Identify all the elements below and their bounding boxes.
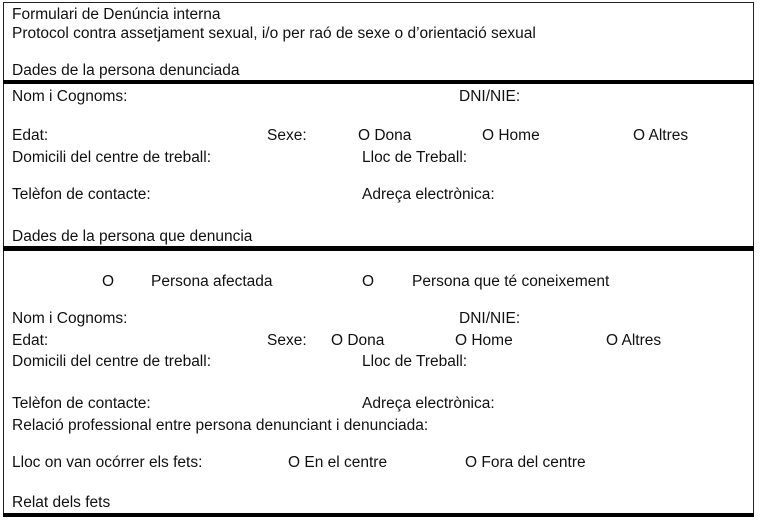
location-option-outside-centre[interactable]: O Fora del centre bbox=[465, 454, 586, 471]
denounced-phone-label[interactable]: Telèfon de contacte: bbox=[12, 186, 151, 203]
complainant-sex-option-altres[interactable]: O Altres bbox=[606, 332, 662, 349]
form-subtitle: Protocol contra assetjament sexual, i/o per raó de sexe o d’orientació sexual bbox=[12, 25, 536, 42]
complainant-email-label[interactable]: Adreça electrònica: bbox=[362, 395, 495, 412]
complainant-section-title: Dades de la persona que denuncia bbox=[12, 228, 253, 245]
denounced-section-title: Dades de la persona denunciada bbox=[12, 62, 240, 79]
section-divider bbox=[3, 80, 754, 84]
complainant-sex-option-dona[interactable]: O Dona bbox=[331, 332, 385, 349]
location-option-in-centre[interactable]: O En el centre bbox=[288, 454, 388, 471]
section-divider bbox=[3, 246, 754, 251]
complainant-relation-label[interactable]: Relació professional entre persona denunciant i denunciada: bbox=[12, 417, 429, 434]
complainant-age-label[interactable]: Edat: bbox=[12, 332, 49, 349]
complainant-workplace-label[interactable]: Lloc de Treball: bbox=[362, 353, 468, 370]
complainant-workplace-address-label[interactable]: Domicili del centre de treball: bbox=[12, 353, 212, 370]
complainant-name-label[interactable]: Nom i Cognoms: bbox=[12, 310, 128, 327]
denounced-workplace-address-label[interactable]: Domicili del centre de treball: bbox=[12, 149, 212, 166]
account-label[interactable]: Relat dels fets bbox=[12, 494, 111, 511]
complainant-sex-option-home[interactable]: O Home bbox=[455, 332, 513, 349]
complainant-phone-label[interactable]: Telèfon de contacte: bbox=[12, 395, 151, 412]
complainant-type-radio-affected[interactable]: O bbox=[102, 273, 115, 290]
denounced-workplace-label[interactable]: Lloc de Treball: bbox=[362, 149, 468, 166]
complainant-type-option-affected: Persona afectada bbox=[151, 273, 273, 290]
denounced-email-label[interactable]: Adreça electrònica: bbox=[362, 186, 495, 203]
denounced-name-label[interactable]: Nom i Cognoms: bbox=[12, 88, 128, 105]
form-title: Formulari de Denúncia interna bbox=[12, 6, 221, 23]
denounced-sex-option-home[interactable]: O Home bbox=[482, 127, 540, 144]
denounced-age-label[interactable]: Edat: bbox=[12, 127, 49, 144]
denounced-dni-label[interactable]: DNI/NIE: bbox=[459, 88, 521, 105]
complainant-dni-label[interactable]: DNI/NIE: bbox=[459, 310, 521, 327]
denounced-sex-label: Sexe: bbox=[267, 127, 307, 144]
denounced-sex-option-dona[interactable]: O Dona bbox=[358, 127, 412, 144]
section-divider bbox=[3, 513, 754, 517]
complainant-sex-label: Sexe: bbox=[267, 332, 307, 349]
complainant-type-radio-knowledge[interactable]: O bbox=[362, 273, 375, 290]
denounced-sex-option-altres[interactable]: O Altres bbox=[633, 127, 689, 144]
location-label: Lloc on van ocórrer els fets: bbox=[12, 454, 203, 471]
complainant-type-option-knowledge: Persona que té coneixement bbox=[412, 273, 610, 290]
